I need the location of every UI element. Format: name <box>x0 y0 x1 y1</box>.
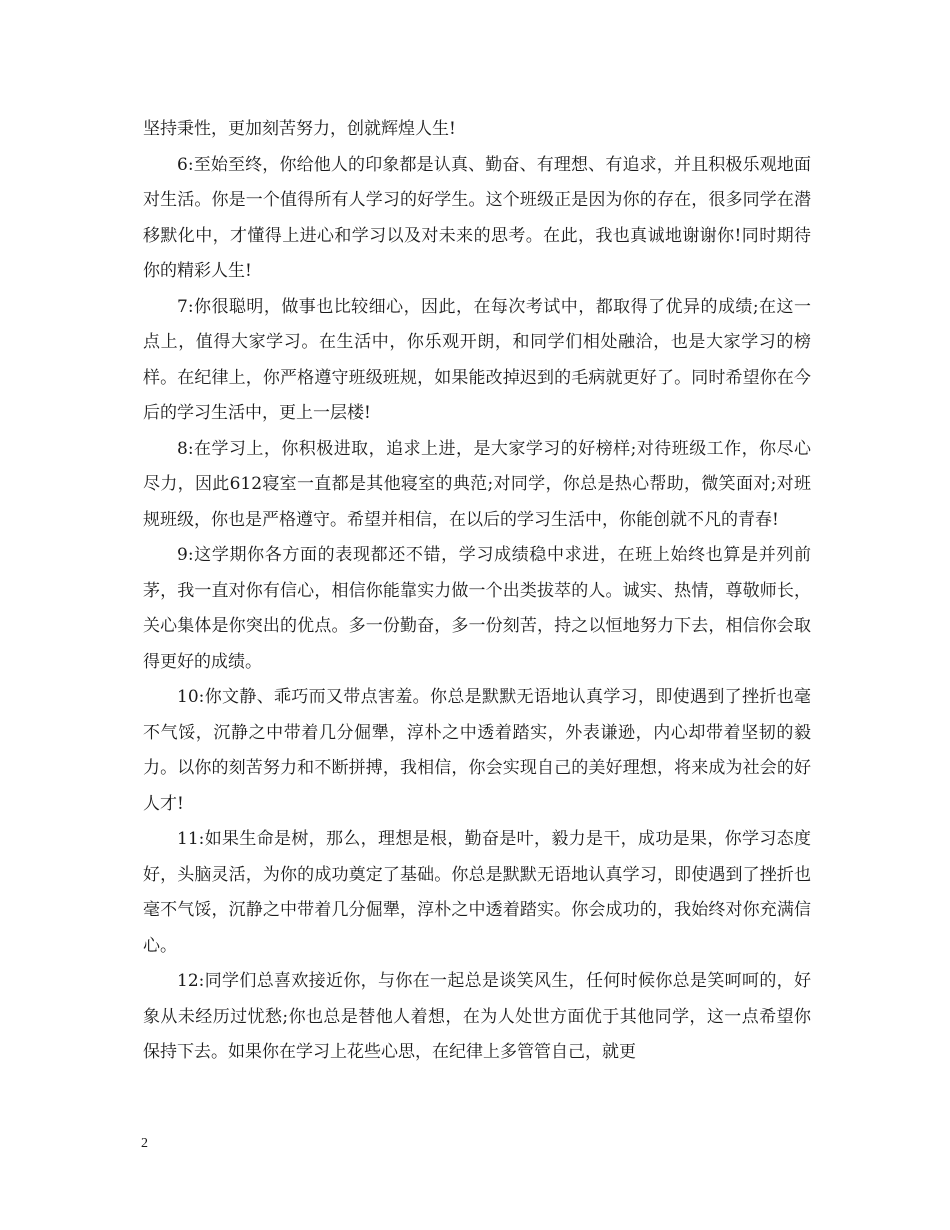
paragraph-comment-11: 11:如果生命是树，那么，理想是根，勤奋是叶，毅力是干，成功是果，你学习态度好，头脑灵活，为你的成功奠定了基础。你总是默默无语地认真学习，即使遇到了挫折也毫不气馁，沉静之中带着几分倔犟，淳朴之中透着踏实。你会成功的，我始终对你充满信心。 <box>143 829 811 956</box>
paragraph-comment-10: 10:你文静、乖巧而又带点害羞。你总是默默无语地认真学习，即使遇到了挫折也毫不气馁，沉静之中带着几分倔犟，淳朴之中透着踏实，外表谦逊，内心却带着坚韧的毅力。以你的刻苦努力和不断拼搏，我相信，你会实现自己的美好理想，将来成为社会的好人才! <box>143 687 811 814</box>
paragraph-comment-8: 8:在学习上，你积极进取，追求上进，是大家学习的好榜样;对待班级工作，你尽心尽力，因此612寝室一直都是其他寝室的典范;对同学，你总是热心帮助，微笑面对;对班规班级，你也是严格遵守。希望并相信，在以后的学习生活中，你能创就不凡的青春! <box>143 438 811 530</box>
paragraph-comment-6: 6:至始至终，你给他人的印象都是认真、勤奋、有理想、有追求，并且积极乐观地面对生活。你是一个值得所有人学习的好学生。这个班级正是因为你的存在，很多同学在潜移默化中，才懂得上进心和学习以及对未来的思考。在此，我也真诚地谢谢你!同时期待你的精彩人生! <box>143 154 811 281</box>
paragraph-continuation: 坚持秉性，更加刻苦努力，创就辉煌人生! <box>143 119 456 139</box>
paragraph-comment-7: 7:你很聪明，做事也比较细心，因此，在每次考试中，都取得了优异的成绩;在这一点上，值得大家学习。在生活中，你乐观开朗，和同学们相处融洽，也是大家学习的榜样。在纪律上，你严格遵守班级班规，如果能改掉迟到的毛病就更好了。同时希望你在今后的学习生活中，更上一层楼! <box>143 296 811 423</box>
paragraph-comment-9: 9:这学期你各方面的表现都还不错，学习成绩稳中求进，在班上始终也算是并列前茅，我一直对你有信心，相信你能靠实力做一个出类拔萃的人。诚实、热情，尊敬师长，关心集体是你突出的优点。多一份勤奋，多一份刻苦，持之以恒地努力下去，相信你会取得更好的成绩。 <box>143 545 811 672</box>
document-body <box>143 112 811 1071</box>
paragraph-comment-12: 12:同学们总喜欢接近你，与你在一起总是谈笑风生，任何时候你总是笑呵呵的，好象从未经历过忧愁;你也总是替他人着想，在为人处世方面优于其他同学，这一点希望你保持下去。如果你在学习上花些心思，在纪律上多管管自己，就更 <box>143 971 811 1062</box>
page-number: 2 <box>141 1136 148 1151</box>
